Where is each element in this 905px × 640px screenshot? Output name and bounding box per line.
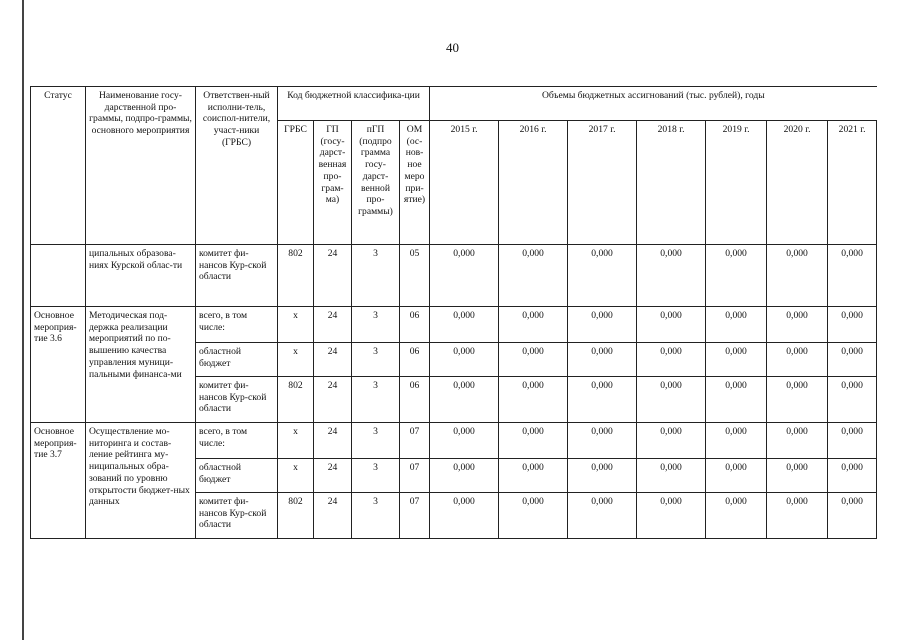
amount-cell: 0,000 — [499, 459, 568, 493]
grbs-cell: 802 — [278, 377, 314, 423]
grbs-cell: х — [278, 423, 314, 459]
responsible-cell: областной бюджет — [196, 459, 278, 493]
amount-cell: 0,000 — [828, 307, 877, 343]
amount-cell: 0,000 — [828, 343, 877, 377]
header-year: 2018 г. — [637, 121, 706, 245]
gp-cell: 24 — [314, 423, 352, 459]
amount-cell: 0,000 — [767, 343, 828, 377]
header-om: ОМ (ос-нов-ное меро при-ятие) — [400, 121, 430, 245]
amount-cell: 0,000 — [430, 493, 499, 539]
amount-cell: 0,000 — [637, 423, 706, 459]
amount-cell: 0,000 — [637, 459, 706, 493]
budget-allocation-table — [30, 86, 877, 539]
header-status: Статус — [31, 87, 86, 245]
amount-cell: 0,000 — [706, 423, 767, 459]
amount-cell: 0,000 — [828, 423, 877, 459]
amount-cell: 0,000 — [767, 459, 828, 493]
pgp-cell: 3 — [352, 307, 400, 343]
amount-cell: 0,000 — [499, 493, 568, 539]
pgp-cell: 3 — [352, 423, 400, 459]
amount-cell: 0,000 — [499, 343, 568, 377]
header-budget-code: Код бюджетной классифика-ции — [278, 87, 430, 121]
amount-cell: 0,000 — [706, 307, 767, 343]
gp-cell: 24 — [314, 459, 352, 493]
pgp-cell: 3 — [352, 377, 400, 423]
amount-cell: 0,000 — [767, 245, 828, 307]
om-cell: 05 — [400, 245, 430, 307]
gp-cell: 24 — [314, 377, 352, 423]
scan-left-edge — [22, 0, 24, 640]
grbs-cell: 802 — [278, 493, 314, 539]
amount-cell: 0,000 — [499, 245, 568, 307]
amount-cell: 0,000 — [828, 493, 877, 539]
amount-cell: 0,000 — [568, 377, 637, 423]
responsible-cell: всего, в том числе: — [196, 307, 278, 343]
header-gp: ГП (госу-дарст-венная про-грам-ма) — [314, 121, 352, 245]
measure-name-cell: ципальных образова-ниях Курской облас-ти — [86, 245, 196, 307]
amount-cell: 0,000 — [499, 307, 568, 343]
header-allocations: Объемы бюджетных ассигнований (тыс. рублей), годы — [430, 87, 877, 121]
amount-cell: 0,000 — [637, 377, 706, 423]
gp-cell: 24 — [314, 493, 352, 539]
pgp-cell: 3 — [352, 493, 400, 539]
status-cell: Основное мероприя-тие 3.6 — [31, 307, 86, 423]
amount-cell: 0,000 — [767, 377, 828, 423]
gp-cell: 24 — [314, 245, 352, 307]
responsible-cell: всего, в том числе: — [196, 423, 278, 459]
amount-cell: 0,000 — [430, 245, 499, 307]
amount-cell: 0,000 — [568, 307, 637, 343]
amount-cell: 0,000 — [430, 377, 499, 423]
table-row — [31, 307, 877, 343]
om-cell: 06 — [400, 377, 430, 423]
amount-cell: 0,000 — [430, 343, 499, 377]
grbs-cell: 802 — [278, 245, 314, 307]
grbs-cell: х — [278, 307, 314, 343]
header-year: 2017 г. — [568, 121, 637, 245]
header-pgp: пГП (подпро грамма госу-дарст-венной про-граммы) — [352, 121, 400, 245]
responsible-cell: комитет фи-нансов Кур-ской области — [196, 377, 278, 423]
amount-cell: 0,000 — [767, 307, 828, 343]
om-cell: 07 — [400, 459, 430, 493]
pgp-cell: 3 — [352, 245, 400, 307]
measure-name-cell: Методическая под-держка реализации мероприятий по по-вышению качества управления муници-пальными финанса-ми — [86, 307, 196, 423]
grbs-cell: х — [278, 459, 314, 493]
amount-cell: 0,000 — [568, 423, 637, 459]
header-year: 2019 г. — [706, 121, 767, 245]
amount-cell: 0,000 — [767, 493, 828, 539]
grbs-cell: х — [278, 343, 314, 377]
responsible-cell: областной бюджет — [196, 343, 278, 377]
header-row — [31, 87, 877, 121]
amount-cell: 0,000 — [706, 377, 767, 423]
amount-cell: 0,000 — [430, 423, 499, 459]
amount-cell: 0,000 — [706, 459, 767, 493]
amount-cell: 0,000 — [637, 493, 706, 539]
om-cell: 06 — [400, 343, 430, 377]
header-name: Наименование госу-дарственной про-граммы, подпро-граммы, основного мероприятия — [86, 87, 196, 245]
page-number: 40 — [446, 40, 459, 55]
amount-cell: 0,000 — [430, 459, 499, 493]
amount-cell: 0,000 — [767, 423, 828, 459]
amount-cell: 0,000 — [637, 245, 706, 307]
table-row — [31, 245, 877, 307]
amount-cell: 0,000 — [568, 245, 637, 307]
amount-cell: 0,000 — [706, 493, 767, 539]
amount-cell: 0,000 — [430, 307, 499, 343]
amount-cell: 0,000 — [499, 377, 568, 423]
gp-cell: 24 — [314, 307, 352, 343]
measure-name-cell: Осуществление мо-ниторинга и состав-ление рейтинга му-ниципальных обра-зований по уровню открытости бюджет-ных данных — [86, 423, 196, 539]
responsible-cell: комитет фи-нансов Кур-ской области — [196, 493, 278, 539]
gp-cell: 24 — [314, 343, 352, 377]
amount-cell: 0,000 — [828, 245, 877, 307]
pgp-cell: 3 — [352, 459, 400, 493]
amount-cell: 0,000 — [568, 493, 637, 539]
header-year: 2015 г. — [430, 121, 499, 245]
amount-cell: 0,000 — [568, 343, 637, 377]
header-year: 2021 г. — [828, 121, 877, 245]
amount-cell: 0,000 — [706, 245, 767, 307]
status-cell — [31, 245, 86, 307]
amount-cell: 0,000 — [637, 343, 706, 377]
responsible-cell: комитет фи-нансов Кур-ской области — [196, 245, 278, 307]
header-year: 2020 г. — [767, 121, 828, 245]
header-year: 2016 г. — [499, 121, 568, 245]
amount-cell: 0,000 — [706, 343, 767, 377]
amount-cell: 0,000 — [568, 459, 637, 493]
amount-cell: 0,000 — [499, 423, 568, 459]
om-cell: 07 — [400, 423, 430, 459]
om-cell: 06 — [400, 307, 430, 343]
amount-cell: 0,000 — [828, 377, 877, 423]
status-cell: Основное мероприя-тие 3.7 — [31, 423, 86, 539]
pgp-cell: 3 — [352, 343, 400, 377]
amount-cell: 0,000 — [828, 459, 877, 493]
om-cell: 07 — [400, 493, 430, 539]
header-grbs: ГРБС — [278, 121, 314, 245]
amount-cell: 0,000 — [637, 307, 706, 343]
header-responsible: Ответствен-ный исполни-тель, соиспол-нители, участ-ники (ГРБС) — [196, 87, 278, 245]
table-row — [31, 423, 877, 459]
